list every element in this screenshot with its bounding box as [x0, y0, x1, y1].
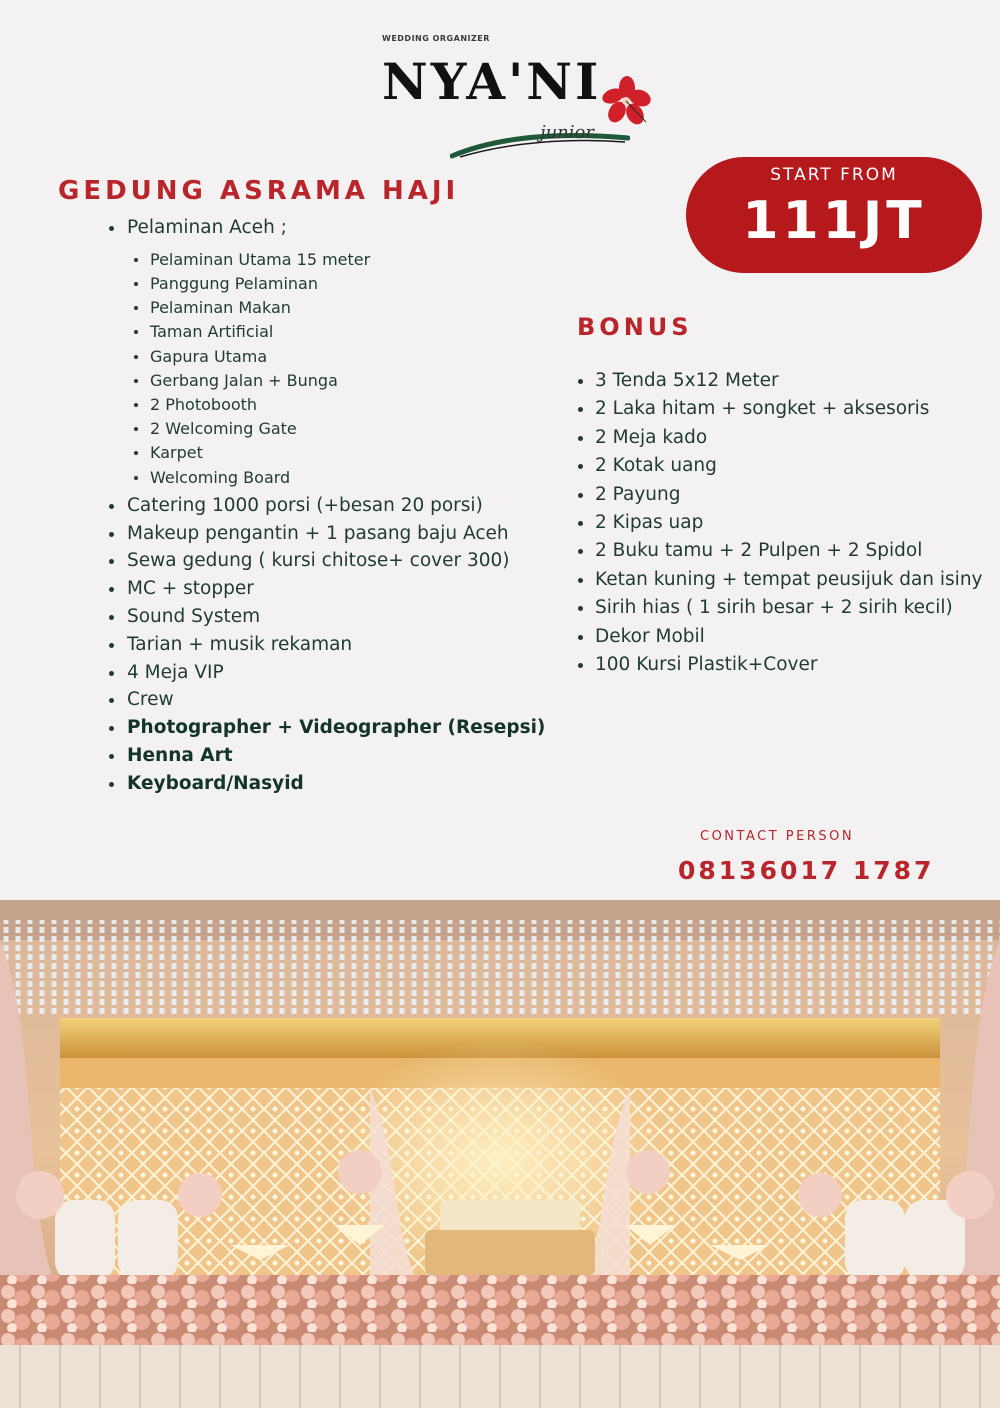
contact-phone: 08136017 1787: [678, 856, 935, 885]
venue-title: GEDUNG ASRAMA HAJI: [58, 176, 460, 206]
list-item: Sewa gedung ( kursi chitose+ cover 300): [108, 547, 588, 575]
logo-wordmark: NYA'NI: [382, 52, 602, 111]
bonus-item: 2 Meja kado: [577, 424, 1000, 452]
list-item: Catering 1000 porsi (+besan 20 porsi): [108, 492, 588, 520]
sub-list-item: 2 Welcoming Gate: [132, 417, 588, 441]
list-item-bold: Keyboard/Nasyid: [108, 770, 588, 798]
pelaminan-sub-list: [132, 248, 588, 490]
sub-list-item: Taman Artificial: [132, 320, 588, 344]
bonus-item: 2 Buku tamu + 2 Pulpen + 2 Spidol: [577, 537, 1000, 565]
bonus-item: 2 Kipas uap: [577, 509, 1000, 537]
logo-script-text: junior: [540, 122, 594, 143]
flower-icon: [602, 76, 652, 126]
price-badge: [686, 157, 982, 273]
list-item: 4 Meja VIP: [108, 659, 588, 687]
pelaminan-label: Pelaminan Aceh ;: [127, 217, 287, 238]
list-item-bold: Photographer + Videographer (Resepsi): [108, 714, 588, 742]
sub-list-item: Gapura Utama: [132, 345, 588, 369]
list-item: [108, 214, 588, 490]
package-list: [108, 214, 588, 798]
sub-list-item: Panggung Pelaminan: [132, 272, 588, 296]
sub-list-item: Gerbang Jalan + Bunga: [132, 369, 588, 393]
price-value: 111JT: [742, 191, 926, 251]
bonus-title: BONUS: [577, 313, 693, 341]
list-item: Makeup pengantin + 1 pasang baju Aceh: [108, 520, 588, 548]
sub-list-item: Pelaminan Utama 15 meter: [132, 248, 588, 272]
brand-logo: [370, 30, 670, 160]
bonus-item: 2 Payung: [577, 481, 1000, 509]
list-item-bold: Henna Art: [108, 742, 588, 770]
logo-kicker: WEDDING ORGANIZER: [382, 34, 490, 43]
list-item: Sound System: [108, 603, 588, 631]
bonus-item: Sirih hias ( 1 sirih besar + 2 sirih kecil): [577, 594, 1000, 622]
list-item: Tarian + musik rekaman: [108, 631, 588, 659]
price-label: START FROM: [770, 165, 898, 185]
wedding-stage-photo: [0, 900, 1000, 1408]
bonus-item: Dekor Mobil: [577, 623, 1000, 651]
sub-list-item: 2 Photobooth: [132, 393, 588, 417]
sub-list-item: Karpet: [132, 441, 588, 465]
bonus-item: 2 Laka hitam + songket + aksesoris: [577, 395, 1000, 423]
list-item: MC + stopper: [108, 575, 588, 603]
bonus-item: 3 Tenda 5x12 Meter: [577, 367, 1000, 395]
sub-list-item: Welcoming Board: [132, 466, 588, 490]
bonus-item: 2 Kotak uang: [577, 452, 1000, 480]
list-item: Crew: [108, 686, 588, 714]
bonus-item: Ketan kuning + tempat peusijuk dan isiny: [577, 566, 1000, 594]
sub-list-item: Pelaminan Makan: [132, 296, 588, 320]
contact-label: CONTACT PERSON: [700, 829, 855, 844]
bonus-list: [577, 367, 1000, 679]
bonus-item: 100 Kursi Plastik+Cover: [577, 651, 1000, 679]
